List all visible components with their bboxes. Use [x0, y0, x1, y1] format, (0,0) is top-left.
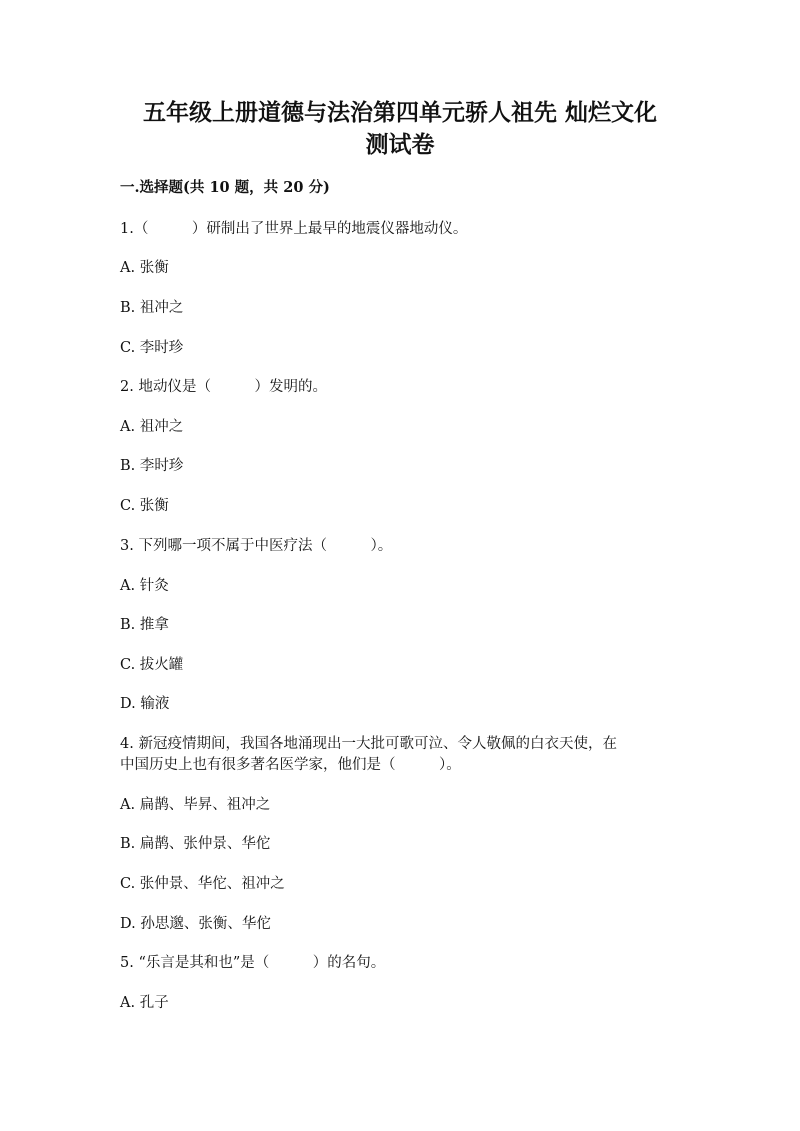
question-4-option-c: C. 张仲景、华佗、祖冲之 [120, 876, 285, 892]
question-4-stem-line1: 4. 新冠疫情期间，我国各地涌现出一大批可歌可泣、令人敬佩的白衣天使，在 [120, 736, 617, 752]
question-4-stem-line2: 中国历史上也有很多著名医学家，他们是（ ）。 [120, 757, 461, 773]
question-1-option-c: C. 李时珍 [120, 340, 184, 356]
question-1-option-a: A. 张衡 [120, 260, 169, 276]
page-title-line1: 五年级上册道德与法治第四单元骄人祖先 灿烂文化 [142, 99, 657, 126]
section-heading: 一.选择题(共 10 题，共 20 分) [120, 179, 330, 196]
question-2-option-c: C. 张衡 [120, 498, 169, 514]
question-3-option-c: C. 拔火罐 [120, 657, 184, 673]
question-4-option-b: B. 扁鹊、张仲景、华佗 [120, 836, 271, 852]
question-3-stem: 3. 下列哪一项不属于中医疗法（ ）。 [120, 538, 393, 554]
question-3-option-d: D. 输液 [120, 696, 170, 712]
question-3-option-b: B. 推拿 [120, 617, 169, 633]
question-1-stem: 1.（ ）研制出了世界上最早的地震仪器地动仪。 [120, 221, 468, 237]
question-1-option-b: B. 祖冲之 [120, 300, 184, 316]
page-title-line2: 测试卷 [365, 131, 435, 158]
question-2-stem: 2. 地动仪是（ ）发明的。 [120, 379, 327, 395]
question-4-option-d: D. 孙思邈、张衡、华佗 [120, 916, 271, 932]
question-3-option-a: A. 针灸 [120, 578, 169, 594]
question-5-stem: 5. “乐言是其和也”是（ ）的名句。 [120, 955, 386, 971]
question-2-option-a: A. 祖冲之 [120, 419, 184, 435]
question-5-option-a: A. 孔子 [120, 995, 169, 1011]
question-4-option-a: A. 扁鹊、毕昇、祖冲之 [120, 797, 271, 813]
question-2-option-b: B. 李时珍 [120, 458, 184, 474]
